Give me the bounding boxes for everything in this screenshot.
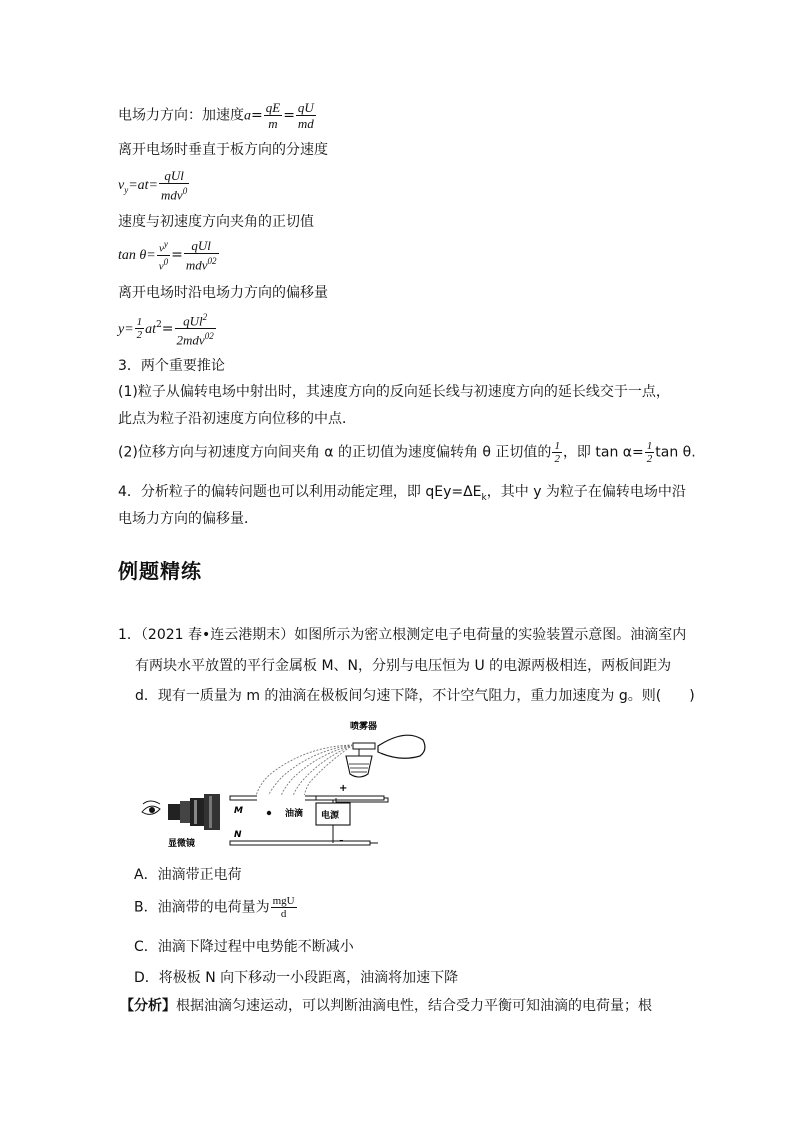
numerator: qE: [265, 100, 281, 115]
inference-1-line2: 此点为粒子沿初速度方向位移的中点．: [118, 411, 356, 427]
den-sup: 02: [207, 256, 217, 266]
inference-4-line1: [118, 483, 686, 507]
num-text: v: [158, 242, 164, 255]
denominator: md: [297, 116, 314, 131]
y-eq: y=: [118, 321, 134, 337]
inference-2-text-b: ，即 tan α=: [562, 444, 644, 461]
option-b[interactable]: [134, 895, 298, 920]
option-d[interactable]: D．将极板 N 向下移动一小段距离，油滴将加速下降: [134, 970, 459, 986]
minus-sign: -: [339, 834, 344, 847]
sub-k: k: [481, 492, 487, 503]
denominator: [175, 329, 216, 347]
microscope-label: 显微镜: [168, 839, 196, 849]
text-vertical-velocity: 离开电场时垂直于板方向的分速度: [118, 142, 328, 158]
num-sup: 2: [202, 312, 208, 322]
fraction-qul: [184, 238, 219, 272]
inference-title: 3．两个重要推论: [118, 358, 225, 374]
fraction-half-2: [645, 440, 655, 465]
fraction-qul2: [175, 310, 216, 348]
fraction-half: [552, 440, 562, 465]
numerator: mgU: [272, 895, 295, 907]
inference-2-text-c: tan θ.: [655, 444, 696, 461]
droplet-dot: [267, 811, 271, 815]
option-b-text: B．油滴带的电荷量为: [134, 899, 270, 916]
option-c[interactable]: C．油滴下降过程中电势能不断减小: [134, 939, 354, 955]
text-tangent: 速度与初速度方向夹角的正切值: [118, 214, 314, 230]
question-line2: 有两块水平放置的平行金属板 M、N，分别与电压恒为 U 的电源两极相连，两板间距为: [135, 658, 672, 674]
analysis-tag: 【分析】: [120, 998, 176, 1014]
numerator: [157, 238, 170, 256]
denominator: [159, 184, 189, 202]
plate-n-label: N: [234, 830, 242, 840]
sprayer-icon: [346, 735, 425, 777]
numerator: qUl: [184, 238, 219, 254]
droplet-label: 油滴: [285, 809, 304, 819]
inference-4-line2: 电场力方向的偏移量．: [118, 511, 258, 527]
num-sup: y: [163, 239, 168, 250]
power-label: 电源: [321, 811, 340, 821]
equals: =: [283, 107, 295, 124]
fraction-qu-md: [296, 100, 316, 131]
plate-m: [230, 795, 384, 801]
microscope-icon: [142, 794, 220, 830]
denominator: m: [268, 116, 278, 131]
inference-2: [118, 440, 696, 465]
den-text: v: [158, 260, 164, 273]
at-sup: 2: [156, 320, 162, 331]
den-sup: 0: [182, 186, 188, 196]
num-text: qUl: [183, 313, 203, 329]
sub-y: y: [124, 184, 129, 195]
at: at: [145, 321, 157, 337]
den-sup: 02: [204, 331, 214, 342]
numerator: 1: [646, 440, 653, 452]
tan-theta: tan θ=: [118, 248, 156, 264]
numerator: qU: [297, 100, 314, 115]
millikan-apparatus-figure: [138, 716, 438, 858]
denominator: [184, 254, 219, 272]
equals: =: [171, 247, 183, 264]
plus-sign: +: [339, 783, 348, 794]
plate-n: [230, 841, 370, 845]
inference-4-text: 4．分析粒子的偏转问题也可以利用动能定理，即 qEy=ΔE: [118, 484, 482, 500]
formula-vy: [118, 168, 190, 202]
expr: =at=: [128, 178, 159, 194]
equals: =: [251, 107, 263, 124]
inference-2-text: (2)位移方向与初速度方向间夹角 α 的正切值为速度偏转角 θ 正切值的: [118, 444, 552, 461]
formula-y: [118, 310, 217, 348]
formula-tan-theta: [118, 238, 220, 272]
numerator: [175, 310, 216, 329]
numerator: qUl: [159, 168, 189, 184]
analysis-text: 根据油滴匀速运动，可以判断油滴电性，结合受力平衡可知油滴的电荷量；根: [176, 998, 652, 1014]
formula-acceleration: [118, 100, 317, 131]
denominator: 2: [136, 329, 143, 342]
den-sup: 0: [163, 256, 169, 267]
den-text: mdv: [161, 187, 183, 203]
den-text: 2mdv: [176, 332, 205, 348]
denominator: d: [280, 908, 287, 920]
question-line1: 1．（2021 春•连云港期末）如图所示为密立根测定电子电荷量的实验装置示意图。油滴室内: [118, 627, 687, 643]
fraction-qe-m: [264, 100, 282, 131]
section-heading: 例题精练: [118, 559, 202, 583]
denominator: 2: [646, 453, 653, 465]
question-line3: d．现有一质量为 m 的油滴在极板间匀速下降，不计空气阻力，重力加速度为 g。则( ): [135, 688, 695, 704]
equals: =: [161, 320, 174, 337]
numerator: 1: [554, 440, 560, 452]
label: 电场力方向：加速度: [118, 107, 244, 124]
inference-4-text-b: ，其中 y 为粒子在偏转电场中沿: [486, 484, 686, 500]
fraction-vy-v0: [157, 238, 170, 272]
plate-m-label: M: [234, 806, 243, 816]
var-a: a: [244, 108, 251, 124]
fraction-vy: [159, 168, 189, 202]
text-offset: 离开电场时沿电场力方向的偏移量: [118, 285, 328, 301]
sprayer-label: 喷雾器: [350, 722, 378, 732]
inference-1-line1: (1)粒子从偏转电场中射出时，其速度方向的反向延长线与初速度方向的延长线交于一点，: [118, 384, 670, 400]
numerator: 1: [136, 316, 143, 329]
option-a[interactable]: A．油滴带正电荷: [134, 867, 242, 883]
fraction-half: [135, 316, 145, 341]
denominator: 2: [554, 453, 560, 465]
var-v: v: [118, 178, 125, 194]
analysis: [120, 996, 652, 1016]
den-text: mdv: [185, 257, 208, 273]
fraction-mgu-d: [271, 895, 297, 920]
denominator: [157, 256, 170, 273]
